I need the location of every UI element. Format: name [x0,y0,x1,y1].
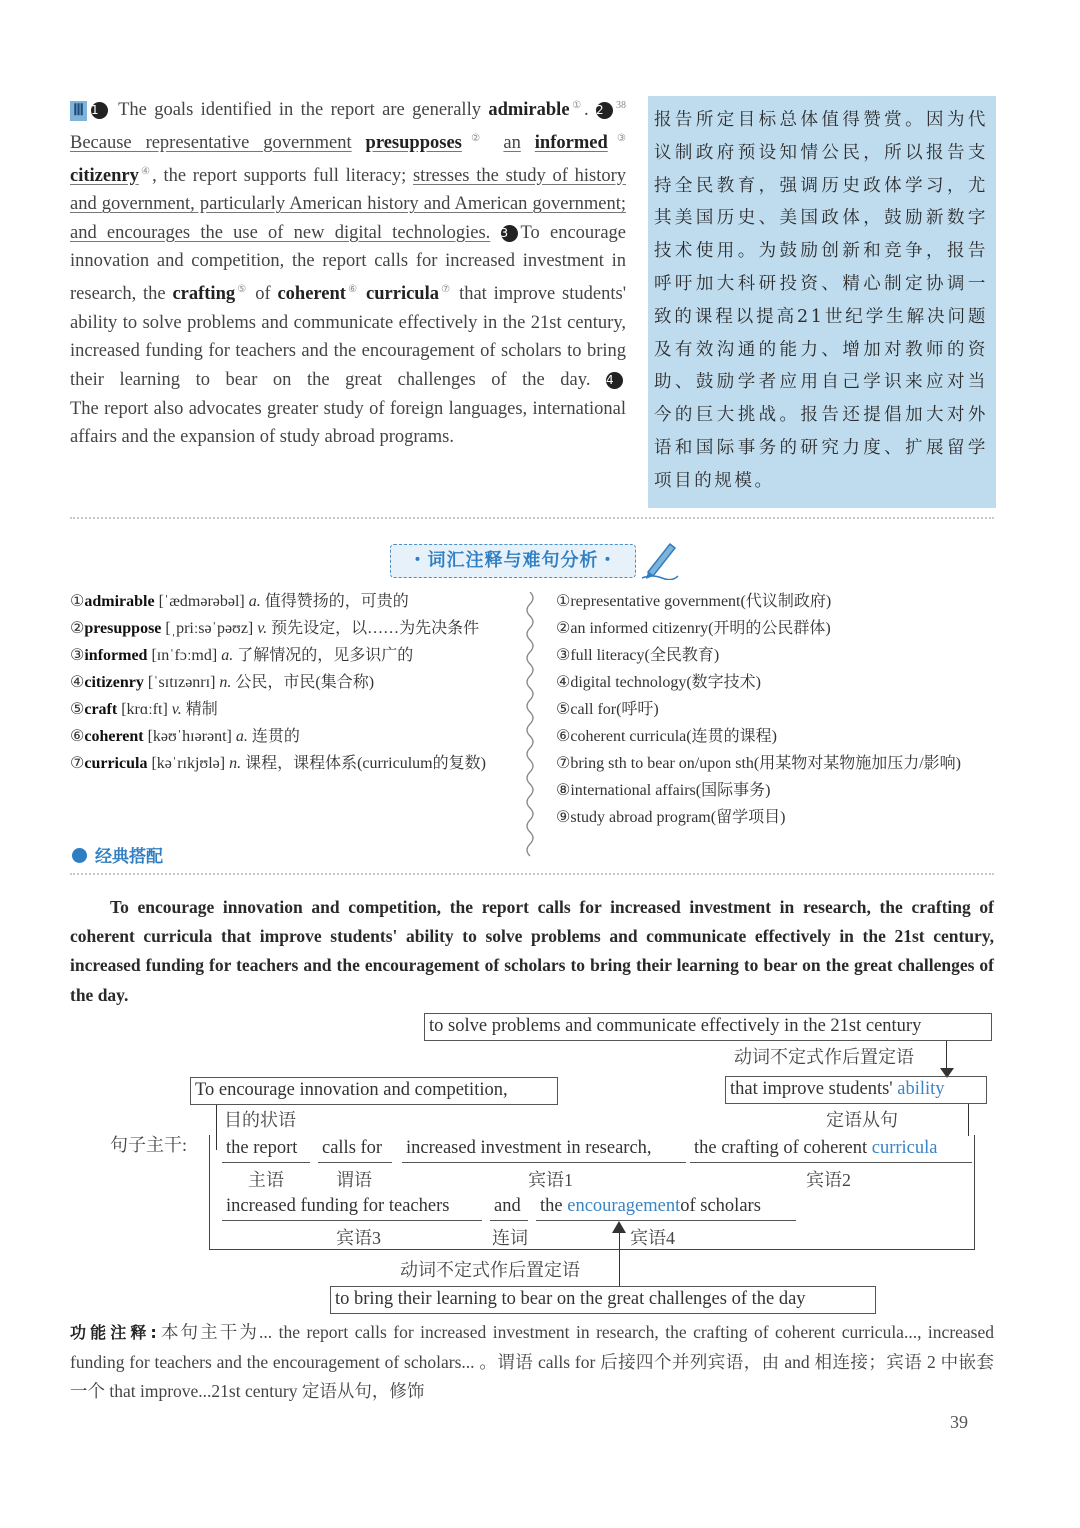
object-3-label: 宾语3 [336,1228,381,1248]
phrase-number: ④ [556,674,571,691]
passage-text: stresses the study of history and government, particularly American history and American government; and encourages the use of new digital technologies. [70,165,627,243]
phrase-item [556,723,996,750]
phrase-item [556,750,996,777]
phrase-text: coherent curricula(连贯的课程) [570,728,777,745]
object-4: the encouragementof scholars [540,1196,761,1216]
object-2: the crafting of coherent curricula [694,1138,938,1158]
passage-text: The report also advocates greater study of foreign languages, international affairs and the expansion of study abroad programs. [70,398,626,448]
predicate: calls for [322,1138,383,1158]
vocab-headword: curricula [84,755,148,772]
vocab-phonetic: [ˈædmərəbəl] [158,593,245,610]
analysed-sentence: To encourage innovation and competition, the report calls for increased investment in research, the crafting of coherent curricula that improve students' ability to solve problems and communicate effectively in the 21st century, increased funding for teachers and the encouragement of scholars to bring their learning to bear on the great challenges of the day. [70,897,994,1005]
object-3: increased funding for teachers [226,1196,450,1216]
vocab-pos: v. [171,701,182,718]
english-passage: Ⅲ 1 The goals identified in the report are generally admirable①. 2 $^{38}$ Because representative government presupposes② an informed③ citizenry④, the report supports full literacy; stresses the study of history and government, particularly American history and American government; and encourages the use of new digital technologies. 3 To encourage innovation and competition, the report calls for increased investment in research, the crafting⑤ of coherent⑥ curricula⑦ that improve students' ability to solve problems and communicate effectively in the 21st century, increased funding for teachers and the encouragement of scholars to bring their learning to bear on the great challenges of the day. 4 The report also advocates greater study of foreign languages, international affairs and the expansion of study abroad programs. [70,100,627,448]
sentence-number-3: 3 [501,225,518,242]
phrase-text: full literacy(全民教育) [570,647,720,664]
connector-line [968,1104,969,1136]
vocab-item [70,615,506,642]
phrase-number: ⑨ [556,809,571,826]
conjunction: and [494,1196,521,1216]
predicate-label: 谓语 [336,1170,372,1190]
vocab-headword: presuppose [84,620,162,637]
phrase-item [556,615,996,642]
vocab-meaning: 精制 [185,701,218,718]
phrase-item [556,669,996,696]
phrase-text: call for(呼吁) [570,701,659,718]
vocab-phonetic: [kəˈrɪkjʊlə] [151,755,226,772]
audio-marker: 38 [616,100,627,111]
vocab-headword: craft [84,701,118,718]
object-4-label: 宾语4 [630,1228,675,1248]
phrase-list [556,588,996,831]
vocab-headword: informed [84,647,148,664]
phrase-text: representative government(代议制政府) [570,593,832,610]
clause-label: 定语从句 [826,1110,898,1130]
classic-collocation-heading: 经典搭配 [72,842,163,867]
infinitive-phrase-box: to solve problems and communicate effectively in the 21st century [424,1013,992,1041]
infinitive-phrase-2-box: to bring their learning to bear on the great challenges of the day [330,1286,876,1314]
phrase-text: an informed citizenry(开明的公民群体) [570,620,831,637]
phrase-number: ⑦ [556,755,571,772]
function-note [70,1318,994,1405]
vocab-pos: n. [229,755,242,772]
object-1-label: 宾语1 [528,1170,573,1190]
vocab-word: curricula [366,284,439,305]
vocab-meaning: 公民，市民(集合称) [235,674,375,691]
divider [70,517,994,519]
phrase-number: ⑤ [556,701,571,718]
phrase-number: ⑥ [556,728,571,745]
vocab-item [70,588,506,615]
phrase-text: bring sth to bear on/upon sth(用某物对某物施加压力/影响) [570,755,961,772]
function-note-label: 功能注释: [70,1323,159,1342]
vocab-item [70,750,506,777]
vocab-number: ⑤ [70,701,85,718]
vocab-word: admirable [488,100,570,121]
vocab-list [70,588,506,777]
infinitive-2-label: 动词不定式作后置定语 [400,1260,580,1280]
vocab-word: citizenry [70,165,139,186]
infinitive-label: 动词不定式作后置定语 [734,1047,914,1067]
main-clause-label: 句子主干: [110,1135,188,1155]
vocab-headword: citizenry [84,674,144,691]
passage-text: Because representative government [70,132,352,153]
vocab-pos: a. [221,647,234,664]
phrase-item [556,642,996,669]
subject-label: 主语 [248,1170,284,1190]
phrase-number: ① [556,593,571,610]
purpose-label: 目的状语 [224,1110,296,1130]
passage-text: that improve students' ability to solve problems and communicate effectively in the 21st century, increased funding for teachers and the encouragement of scholars to bring their learning to bear on the great challenges of the day. [70,284,627,390]
vocab-meaning: 连贯的 [251,728,300,745]
object-1: increased investment in research, [406,1138,652,1158]
pen-icon [640,538,680,580]
passage-text: The goals identified in the report are generally [118,100,481,121]
vocab-number: ④ [70,674,85,691]
vocab-word: presupposes [365,132,462,153]
vocab-pos: a. [248,593,261,610]
vocab-phonetic: [ɪnˈfɔːmd] [151,647,218,664]
object-2-label: 宾语2 [806,1170,851,1190]
vocab-headword: admirable [84,593,155,610]
vocab-meaning: 预先设定，以……为先决条件 [271,620,480,637]
sentence-number-1: 1 [91,102,108,119]
purpose-adverbial-box: To encourage innovation and competition, [190,1077,558,1105]
vocab-pos: a. [235,728,248,745]
phrase-number: ⑧ [556,782,571,799]
vocab-number: ③ [70,647,85,664]
vocab-phonetic: [krɑːft] [121,701,168,718]
section-marker: Ⅲ [70,101,87,121]
vocab-phonetic: [ˌpriːsəˈpəʊz] [165,620,254,637]
vocab-item [70,723,506,750]
vocab-meaning: 了解情况的，见多识广的 [237,647,414,664]
vocab-pos: n. [219,674,232,691]
spiral-divider [520,592,540,862]
function-note-text: 本句主干为... the report calls for increased investment in research, the crafting of coherent curricula..., increased funding for teachers and the encouragement of scholars... 。谓语 calls for 后接四个并列宾语，由 and 相连接；宾语 2 中嵌套一个 that improve...21st century 定语从句，修饰 [70,1322,995,1401]
attributive-clause-box: that improve students' ability [725,1076,987,1104]
sentence-number-2: 2 [596,102,613,119]
sentence-number-4: 4 [606,372,623,389]
vocab-word: informed [534,132,608,153]
bullet-icon [72,848,87,863]
phrase-item [556,804,996,831]
vocab-phonetic: [ˈsɪtɪzənrɪ] [147,674,216,691]
vocab-item [70,642,506,669]
phrase-item [556,696,996,723]
vocab-number: ⑦ [70,755,85,772]
divider [70,873,994,875]
vocab-number: ⑥ [70,728,85,745]
phrase-item [556,588,996,615]
vocab-number: ① [70,593,85,610]
vocab-word: coherent [277,284,346,305]
passage-text: To encourage innovation and competition, the report calls for increased investment in research, the [70,222,627,305]
phrase-text: digital technology(数字技术) [570,674,761,691]
phrase-number: ③ [556,647,571,664]
vocab-meaning: 课程，课程体系(curriculum的复数) [245,755,486,772]
phrase-item [556,777,996,804]
conjunction-label: 连词 [492,1228,528,1248]
vocab-item [70,696,506,723]
phrase-text: international affairs(国际事务) [570,782,771,799]
phrase-text: study abroad program(留学项目) [570,809,786,826]
vocab-word: crafting [172,284,236,305]
subject: the report [226,1138,298,1158]
vocab-phonetic: [kəʊˈhɪərənt] [147,728,232,745]
vocab-headword: coherent [84,728,144,745]
page-number: 39 [950,1412,968,1432]
connector-line [619,1232,620,1287]
chinese-translation: 报告所定目标总体值得赞赏。因为代议制政府预设知情公民，所以报告支持全民教育，强调历史政体学习，尤其美国历史、美国政体，鼓励新数字技术使用。为鼓励创新和竞争，报告呼吁加大科研投资、精心制定协调一致的课程以提高21世纪学生解决问题及有效沟通的能力、增加对教师的资助、鼓励学者应用自己学识来应对当今的巨大挑战。报告还提倡加大对外语和国际事务的研究力度、扩展留学项目的规模。 [648,96,996,508]
vocab-section-heading: ・词汇注释与难句分析・ [390,544,636,578]
phrase-number: ② [556,620,571,637]
vocab-pos: v. [257,620,268,637]
vocab-item [70,669,506,696]
vocab-meaning: 值得赞扬的，可贵的 [264,593,409,610]
vocab-number: ② [70,620,85,637]
